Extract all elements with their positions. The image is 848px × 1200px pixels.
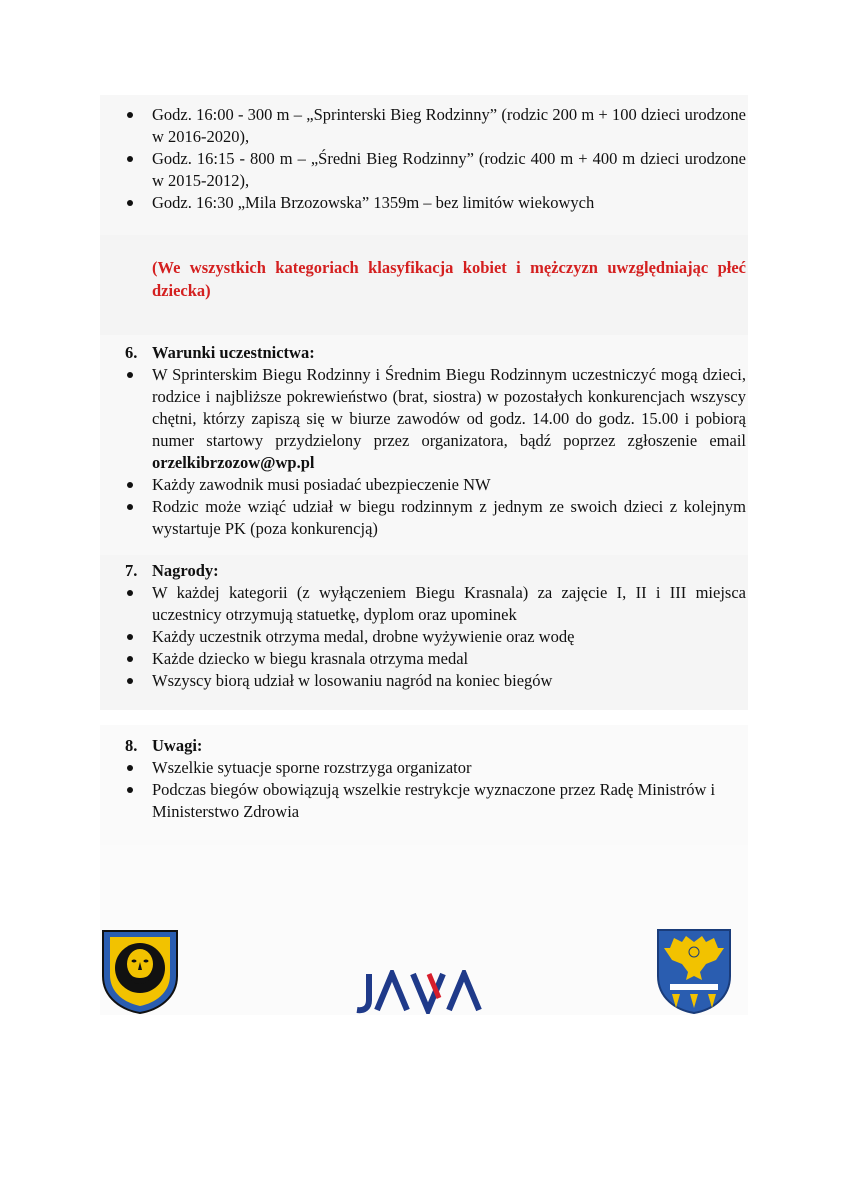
section-6-heading <box>125 342 315 364</box>
list-item <box>0 757 848 779</box>
section-6-list <box>0 364 848 540</box>
bullet-icon <box>127 504 133 510</box>
email-link[interactable]: orzelkibrzozow@wp.pl <box>152 453 315 472</box>
section-8-heading <box>125 735 202 757</box>
bullet-icon <box>127 156 133 162</box>
list-item-text: Podczas biegów obowiązują wszelkie restrykcje wyznaczone przez Radę Ministrów i Ministerstwo Zdrowia <box>152 780 716 821</box>
bullet-icon <box>127 634 133 640</box>
bullet-icon <box>127 482 133 488</box>
bullet-icon <box>127 787 133 793</box>
bullet-icon <box>127 200 133 206</box>
list-item <box>0 670 848 692</box>
section-title: Nagrody: <box>152 561 219 580</box>
list-item <box>0 104 848 148</box>
section-7-list <box>0 582 848 692</box>
list-item <box>0 779 848 823</box>
list-item-text: Wszyscy biorą udział w losowaniu nagród na koniec biegów <box>152 671 553 690</box>
section-title: Warunki uczestnictwa: <box>152 343 315 362</box>
list-item-text: Każdy zawodnik musi posiadać ubezpieczenie NW <box>152 475 491 494</box>
list-item-text: Godz. 16:15 - 800 m – „Średni Bieg Rodzinny” (rodzic 400 m + 400 m dzieci urodzone w 2015-2012), <box>152 149 746 190</box>
participation-text: W Sprinterskim Biegu Rodzinny i Średnim Biegu Rodzinnym uczestniczyć mogą dzieci, rodzice i najbliższe pokrewieństwo (brat, siostra) w pozostałych konkurencjach wszyscy chętni, którzy zapiszą się w biurze zawodów od godz. 14.00 do godz. 15.00 i pobiorą numer startowy przydzielony przez organizatora, bądź poprzez zgłoszenie email <box>152 365 746 450</box>
list-item-text: Godz. 16:00 - 300 m – „Sprinterski Bieg Rodzinny” (rodzic 200 m + 100 dzieci urodzone w 2016-2020), <box>152 105 746 146</box>
list-item-text: Każdy uczestnik otrzyma medal, drobne wyżywienie oraz wodę <box>152 627 575 646</box>
list-item-text: Rodzic może wziąć udział w biegu rodzinnym z jednym ze swoich dzieci z kolejnym wystartuje PK (poza konkurencją) <box>152 497 746 538</box>
section-number: 8. <box>125 736 138 755</box>
java-logo-text: JAVA <box>355 970 358 971</box>
section-title: Uwagi: <box>152 736 203 755</box>
java-logo <box>355 970 497 1014</box>
list-item <box>0 148 848 192</box>
list-item <box>0 626 848 648</box>
section-number: 6. <box>125 343 138 362</box>
list-item <box>0 364 848 474</box>
list-item <box>0 192 848 214</box>
bullet-icon <box>127 590 133 596</box>
list-item <box>0 474 848 496</box>
list-item <box>0 496 848 540</box>
classification-note: (We wszystkich kategoriach klasyfikacja kobiet i mężczyzn uwzględniając płeć dziecka) <box>152 258 746 300</box>
list-item <box>0 648 848 670</box>
section-7-heading <box>125 560 219 582</box>
bullet-icon <box>127 765 133 771</box>
list-item-text: Wszelkie sytuacje sporne rozstrzyga organizator <box>152 758 472 777</box>
bullet-icon <box>127 372 133 378</box>
list-item-text <box>152 364 746 474</box>
top-list <box>0 104 848 214</box>
list-item-text: W każdej kategorii (z wyłączeniem Biegu Krasnala) za zajęcie I, II i III miejsca uczestnicy otrzymują statuetkę, dyplom oraz upominek <box>152 583 746 624</box>
bullet-icon <box>127 678 133 684</box>
bullet-icon <box>127 112 133 118</box>
bullet-icon <box>127 656 133 662</box>
coat-of-arms-saint-face-icon <box>100 928 180 1014</box>
list-item-text: Godz. 16:30 „Mila Brzozowska” 1359m – bez limitów wiekowych <box>152 193 595 212</box>
list-item-text: Każde dziecko w biegu krasnala otrzyma medal <box>152 649 469 668</box>
coat-of-arms-eagle-icon <box>656 928 732 1014</box>
list-item <box>0 582 848 626</box>
section-8-list <box>0 757 848 823</box>
section-number: 7. <box>125 561 138 580</box>
